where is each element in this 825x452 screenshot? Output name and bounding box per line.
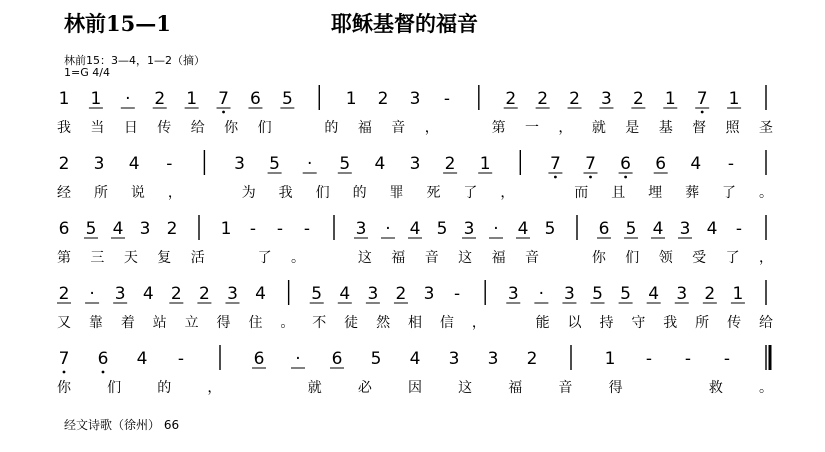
lyric-char: 音 <box>525 250 539 266</box>
lyric-char: 这 <box>357 250 372 266</box>
note: 7 <box>696 89 708 109</box>
scripture-source: 林前15：3—4，1—2（摘） <box>64 54 205 67</box>
lyric-char: 住 <box>248 315 263 331</box>
lyric-char: 了 <box>725 250 740 266</box>
note: 1 <box>186 89 198 109</box>
note: 5 <box>592 284 603 304</box>
note: 4 <box>339 284 351 304</box>
note: 6 <box>331 349 343 369</box>
lyric-char: 就 <box>307 380 322 396</box>
lyric-char: 了 <box>722 185 737 201</box>
lyric-char: 第 <box>57 250 71 266</box>
lyric-char: 我 <box>278 185 293 201</box>
note: 6 <box>58 219 70 239</box>
lyric-char: 说 <box>130 185 145 201</box>
lyric-char: 葬 <box>685 185 700 201</box>
lyric-char: 们 <box>107 380 122 396</box>
lyric-char: ， <box>424 120 439 136</box>
note: 1 <box>58 89 70 109</box>
note: 2 <box>198 284 210 304</box>
lyric-char: 得 <box>608 380 623 396</box>
lyric-char: 不 <box>312 315 327 331</box>
lyric-char: 是 <box>625 120 640 136</box>
note: 4 <box>652 219 664 239</box>
lyric-char: 受 <box>692 250 707 266</box>
lyric-char: 音 <box>558 380 573 396</box>
note: 7 <box>585 154 596 174</box>
lyric-char: 死 <box>426 185 441 201</box>
lyric-char: 因 <box>408 380 422 396</box>
note: 3 <box>679 219 691 239</box>
note: 4 <box>128 154 140 174</box>
lyric-char: 福 <box>491 250 506 266</box>
note: 2 <box>58 154 70 174</box>
note: 2 <box>526 349 538 369</box>
note: 4 <box>136 349 148 369</box>
note: 2 <box>505 89 517 109</box>
lyric-char: 。 <box>759 380 773 396</box>
note: 6 <box>97 349 109 369</box>
low-octave-dot <box>554 176 557 179</box>
lyric-char: 音 <box>391 120 406 136</box>
lyric-char: 以 <box>567 315 582 331</box>
note: 4 <box>112 219 124 239</box>
note: 3 <box>234 154 245 174</box>
lyric-char: 天 <box>123 250 138 266</box>
note: 2 <box>395 284 407 304</box>
lyric-char: 一 <box>525 120 539 136</box>
lyric-char: 给 <box>759 315 773 331</box>
note: 4 <box>706 219 718 239</box>
note: 2 <box>154 89 166 109</box>
note: 1 <box>345 89 357 109</box>
note: 2 <box>444 154 456 174</box>
note: 3 <box>487 349 499 369</box>
lyric-char: 圣 <box>759 120 773 136</box>
lyric-char: 领 <box>658 250 673 266</box>
lyric-char: 复 <box>157 250 172 266</box>
low-octave-dot <box>63 371 66 374</box>
note: 5 <box>620 284 632 304</box>
lyric-char: 持 <box>599 315 614 331</box>
lyric-char: 所 <box>93 185 108 201</box>
note: 2 <box>377 89 389 109</box>
note: 2 <box>166 219 178 239</box>
lyric-char: 罪 <box>389 185 404 201</box>
note: 1 <box>479 154 491 174</box>
note: 3 <box>601 89 612 109</box>
lyric-char: 们 <box>257 120 272 136</box>
lyric-char: 三 <box>90 250 105 266</box>
note: 4 <box>255 284 266 304</box>
lyric-char: 我 <box>663 315 678 331</box>
lyric-char: 照 <box>725 120 740 136</box>
dash-mark: - <box>443 89 450 109</box>
note: 3 <box>355 219 367 239</box>
dot-mark: · <box>125 89 131 109</box>
lyric-char: 的 <box>352 185 367 201</box>
note: 3 <box>409 89 421 109</box>
note: 3 <box>564 284 575 304</box>
note: 2 <box>537 89 549 109</box>
dot-mark: · <box>306 154 313 174</box>
dash-mark: - <box>645 349 653 369</box>
lyric-char: 传 <box>727 315 742 331</box>
dot-mark: · <box>295 349 301 369</box>
note: 6 <box>655 154 667 174</box>
note: 3 <box>114 284 126 304</box>
lyric-char: 了 <box>257 250 272 266</box>
lyric-char: 督 <box>692 120 707 136</box>
note: 4 <box>690 154 702 174</box>
note: 1 <box>90 89 102 109</box>
lyric-char: 这 <box>458 250 473 266</box>
lyric-char: 了 <box>463 185 478 201</box>
note: 4 <box>374 154 386 174</box>
note: 6 <box>598 219 610 239</box>
dash-mark: - <box>684 349 692 369</box>
lyric-char: 为 <box>241 185 256 201</box>
lyric-char: 基 <box>658 120 673 136</box>
lyric-char: ， <box>471 315 486 331</box>
note: 3 <box>409 154 421 174</box>
lyric-char: 你 <box>57 380 71 396</box>
lyric-char: 日 <box>123 120 138 136</box>
lyric-char: 立 <box>184 315 199 331</box>
lyric-char: 着 <box>120 315 135 331</box>
lyric-char: 活 <box>190 250 205 266</box>
note: 3 <box>448 349 460 369</box>
lyric-char: 。 <box>280 315 295 331</box>
lyric-char: 站 <box>152 315 167 331</box>
lyric-char: 信 <box>439 315 454 331</box>
note: 2 <box>170 284 182 304</box>
low-octave-dot <box>701 111 704 114</box>
dot-mark: · <box>493 219 499 239</box>
lyric-char: 传 <box>157 120 172 136</box>
lyric-char: 你 <box>591 250 606 266</box>
dash-mark: - <box>454 284 461 304</box>
lyric-char: 得 <box>216 315 231 331</box>
lyric-char: 你 <box>224 120 239 136</box>
note: 6 <box>250 89 261 109</box>
footer-source: 经文诗歌（徐州） 66 <box>64 418 180 432</box>
note: 3 <box>507 284 519 304</box>
low-octave-dot <box>222 111 225 114</box>
note: 4 <box>142 284 154 304</box>
note: 5 <box>370 349 382 369</box>
note: 5 <box>436 219 448 239</box>
dash-mark: - <box>735 219 743 239</box>
note: 3 <box>676 284 688 304</box>
note: 3 <box>139 219 151 239</box>
note: 3 <box>227 284 238 304</box>
note: 2 <box>58 284 70 304</box>
lyric-char: 这 <box>458 380 473 396</box>
lyric-char: 。 <box>291 250 305 266</box>
lyric-char: 相 <box>408 315 422 331</box>
note: 2 <box>569 89 580 109</box>
note: 5 <box>269 154 281 174</box>
lyric-char: 就 <box>591 120 606 136</box>
lyric-char: 能 <box>535 315 550 331</box>
note: 1 <box>728 89 740 109</box>
lyric-char: 们 <box>625 250 640 266</box>
lyric-char: 的 <box>324 120 339 136</box>
lyric-char: 守 <box>631 315 646 331</box>
lyric-char: 靠 <box>88 315 103 331</box>
lyric-char: 当 <box>90 120 105 136</box>
lyric-char: 所 <box>695 315 710 331</box>
lyric-char: 经 <box>57 185 71 201</box>
lyric-char: 我 <box>57 120 71 136</box>
note: 5 <box>311 284 323 304</box>
note: 7 <box>58 349 70 369</box>
note: 1 <box>604 349 616 369</box>
lyric-char: ， <box>759 250 773 266</box>
note: 1 <box>732 284 744 304</box>
lyric-char: 们 <box>315 185 330 201</box>
lyric-char: 且 <box>611 185 626 201</box>
dash-mark: - <box>249 219 257 239</box>
low-octave-dot <box>624 176 627 179</box>
lyric-char: ， <box>207 380 222 396</box>
low-octave-dot <box>589 176 592 179</box>
note: 3 <box>463 219 475 239</box>
note: 4 <box>648 284 660 304</box>
lyric-char: 。 <box>759 185 773 201</box>
lyric-char: 音 <box>424 250 439 266</box>
key-signature: 1=G 4/4 <box>64 66 110 79</box>
lyric-char: ， <box>500 185 515 201</box>
dot-mark: · <box>385 219 391 239</box>
note: 2 <box>704 284 716 304</box>
lyric-char: 福 <box>391 250 406 266</box>
song-title: 耶稣基督的福音 <box>331 11 478 36</box>
lyric-char: 而 <box>574 185 589 201</box>
note: 3 <box>423 284 435 304</box>
lyric-char: 埋 <box>648 185 663 201</box>
dash-mark: - <box>723 349 731 369</box>
lyric-char: 的 <box>157 380 172 396</box>
note: 3 <box>367 284 379 304</box>
lyric-char: 救 <box>708 380 723 396</box>
note: 3 <box>93 154 105 174</box>
lyric-char: ， <box>558 120 573 136</box>
note: 7 <box>218 89 229 109</box>
note: 6 <box>620 154 632 174</box>
dash-mark: - <box>177 349 185 369</box>
dash-mark: - <box>276 219 284 239</box>
note: 1 <box>664 89 676 109</box>
lyric-char: 福 <box>508 380 523 396</box>
note: 4 <box>517 219 529 239</box>
lyric-char: 福 <box>357 120 372 136</box>
dash-mark: - <box>303 219 311 239</box>
note: 7 <box>549 154 561 174</box>
dash-mark: - <box>727 154 734 174</box>
lyric-char: 然 <box>376 315 391 331</box>
note: 5 <box>544 219 556 239</box>
note: 6 <box>253 349 265 369</box>
note: 5 <box>281 89 293 109</box>
lyric-char: 第 <box>491 120 506 136</box>
note: 5 <box>85 219 97 239</box>
note: 4 <box>409 219 421 239</box>
song-reference: 林前15—1 <box>64 11 171 36</box>
dot-mark: · <box>89 284 95 304</box>
dash-mark: - <box>166 154 173 174</box>
note: 4 <box>409 349 421 369</box>
note: 1 <box>220 219 232 239</box>
lyric-char: 必 <box>357 380 372 396</box>
note: 5 <box>339 154 351 174</box>
lyric-char: 徒 <box>344 315 359 331</box>
lyric-char: 给 <box>190 120 205 136</box>
note: 2 <box>632 89 644 109</box>
low-octave-dot <box>102 371 105 374</box>
note: 5 <box>625 219 637 239</box>
dot-mark: · <box>538 284 545 304</box>
lyric-char: ， <box>167 185 182 201</box>
lyric-char: 又 <box>57 315 71 331</box>
